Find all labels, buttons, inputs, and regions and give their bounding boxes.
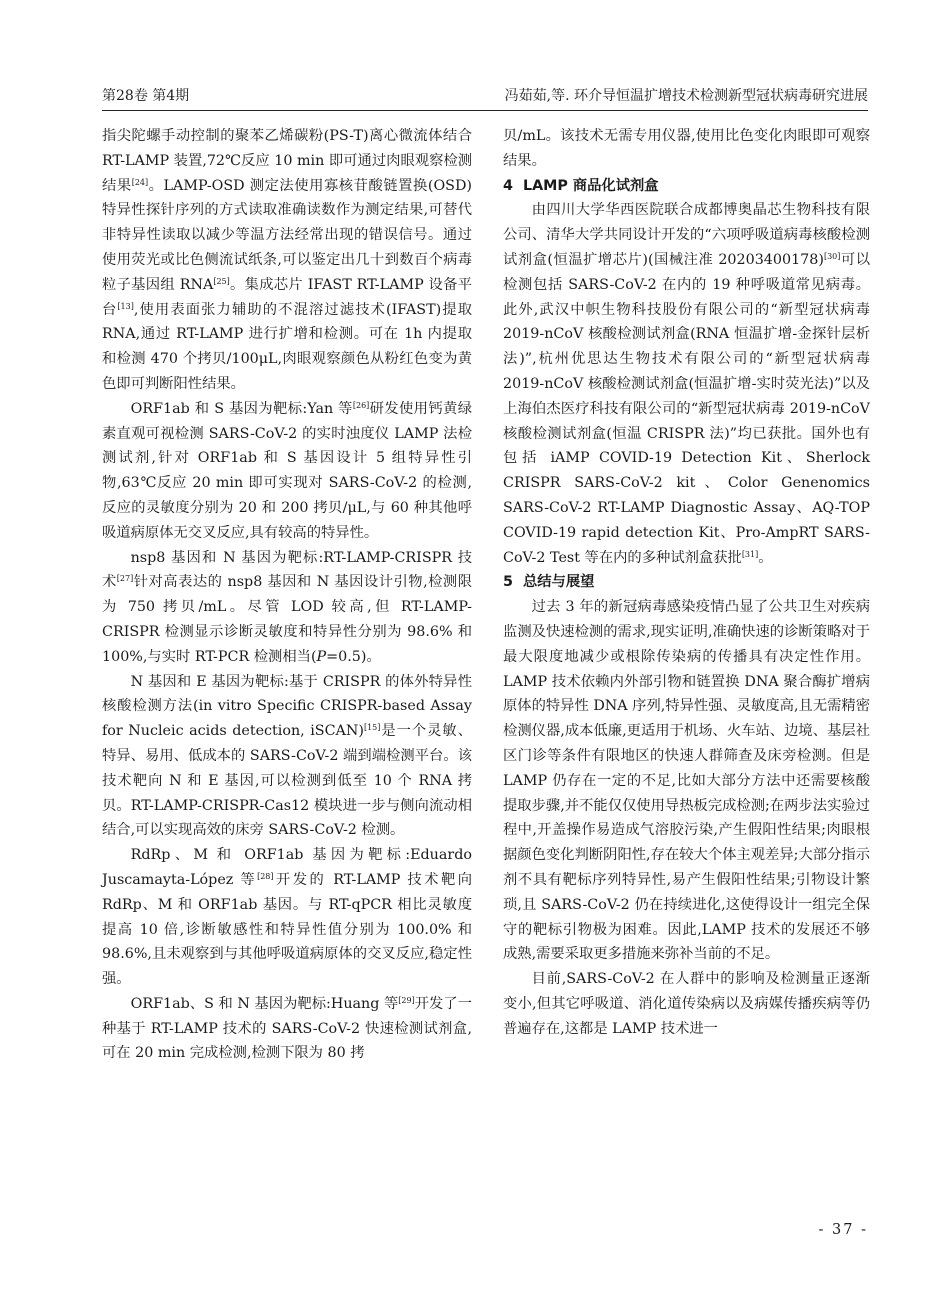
article-running-title: 冯茹茹,等. 环介导恒温扩增技术检测新型冠状病毒研究进展 [504, 88, 868, 104]
right-column [503, 124, 870, 1041]
paragraph-commercial-kits: 由四川大学华西医院联合成都博奥晶芯生物科技有限公司、清华大学共同设计开发的“六项呼吸道病毒核酸检测试剂盒(恒温扩增芯片)(国械注准 20203400178)[30]可以检测包括 SARS-CoV-2 在内的 19 种呼吸道常见病毒。此外,武汉中帜生物科技股份有限公司的“新型冠状病毒 2019-nCoV 核酸检测试剂盒(RNA 恒温扩增-金探针层析法)”,杭州优思达生物技术有限公司的“新型冠状病毒 2019-nCoV 核酸检测试剂盒(恒温扩增-实时荧光法)”以及上海伯杰医疗科技有限公司的“新型冠状病毒 2019-nCoV 核酸检测试剂盒(恒温 CRISPR 法)”均已获批。国外也有包括 iAMP COVID-19 Detection Kit、Sherlock CRISPR SARS-CoV-2 kit、Color Genenomics SARS-CoV-2 RT-LAMP Diagnostic Assay、AQ-TOP COVID-19 rapid detection Kit、Pro-AmpRT SARS-CoV-2 Test 等在内的多种试剂盒获批[31]。 [503, 202, 870, 566]
running-header [102, 84, 868, 108]
section-heading-5: 5 总结与展望 [503, 574, 595, 591]
paragraph-outlook: 目前,SARS-CoV-2 在人群中的影响及检测量正逐渐变小,但其它呼吸道、消化道传染病以及病媒传播疾病等仍普遍存在,这都是 LAMP 技术进一 [503, 971, 870, 1037]
section-heading-4: 4 LAMP 商品化试剂盒 [503, 177, 659, 194]
paragraph-nsp8-n: nsp8 基因和 N 基因为靶标:RT-LAMP-CRISPR 技术[27]针对高表达的 nsp8 基因和 N 基因设计引物,检测限为 750 拷贝/mL。尽管 LOD 较高,但 RT-LAMP-CRISPR 检测显示诊断灵敏度和特异性分别为 98.6% 和 100%,与实时 RT-PCR 检测相当(P=0.5)。 [102, 549, 472, 665]
citation-25[interactable]: [25] [213, 276, 230, 286]
paragraph-orf1ab-s: ORF1ab 和 S 基因为靶标:Yan 等[26]研发使用钙黄绿素直观可视检测 SARS-CoV-2 的实时浊度仪 LAMP 法检测试剂,针对 ORF1ab 和 S 基因设计 5 组特异性引物,63℃反应 20 min 即可实现对 SARS-CoV-2 的检测,反应的灵敏度分别为 20 和 200 拷贝/μL,与 60 种其他呼吸道病原体无交叉反应,具有较高的特异性。 [102, 400, 473, 541]
citation-30[interactable]: [30] [823, 251, 841, 261]
paragraph-continuation: 贝/mL。该技术无需专用仪器,使用比色变化肉眼即可观察结果。 [503, 128, 870, 169]
journal-volume-issue: 第28卷 第4期 [102, 88, 190, 104]
citation-28[interactable]: [28] [257, 871, 274, 881]
citation-27[interactable]: [27] [116, 574, 134, 584]
paragraph-orf1ab-s-n: ORF1ab、S 和 N 基因为靶标:Huang 等[29]开发了一种基于 RT-LAMP 技术的 SARS-CoV-2 快速检测试剂盒,可在 20 min 完成检测,检测下限为 80 拷 [102, 995, 472, 1062]
citation-24[interactable]: [24] [131, 177, 149, 187]
citation-31[interactable]: [31] [741, 549, 759, 559]
left-column [102, 124, 472, 1066]
paragraph-summary: 过去 3 年的新冠病毒感染疫情凸显了公共卫生对疾病监测及快速检测的需求,现实证明,准确快速的诊断策略对于最大限度地减少或根除传染病的传播具有决定性作用。LAMP 技术依赖内外部引物和链置换 DNA 聚合酶扩增病原体的特异性 DNA 序列,特异性强、灵敏度高,且无需精密检测仪器,成本低廉,更适用于机场、火车站、边境、基层社区门诊等条件有限地区的快速人群筛查及床旁检测。但是 LAMP 仍存在一定的不足,比如大部分方法中还需要核酸提取步骤,并不能仅仅使用导热板完成检测;在两步法实验过程中,开盖操作易造成气溶胶污染,产生假阳性结果;肉眼根据颜色变化判断阴阳性,存在较大个体主观差异;大部分指示剂不具有靶标序列特异性,易产生假阳性结果;引物设计繁琐,且 SARS-CoV-2 仍在持续进化,这使得设计一组完全保守的靶标引物极为困难。因此,LAMP 技术的发展还不够成熟,需要采取更多措施来弥补当前的不足。 [503, 599, 871, 963]
citation-13[interactable]: [13] [117, 301, 134, 311]
header-rule [102, 110, 868, 111]
citation-29[interactable]: [29] [398, 995, 415, 1005]
paragraph-n-e: N 基因和 E 基因为靶标:基于 CRISPR 的体外特异性核酸检测方法(in vitro Specific CRISPR-based Assay for Nucleic acids detection, iSCAN)[15]是一个灵敏、特异、易用、低成本的 SARS-CoV-2 端到端检测平台。该技术靶向 N 和 E 基因,可以检测到低至 10 个 RNA 拷贝。RT-LAMP-CRISPR-Cas12 模块进一步与侧向流动相结合,可以实现高效的床旁 SARS-CoV-2 检测。 [102, 673, 472, 839]
page-number: - 37 - [818, 1222, 868, 1238]
citation-15[interactable]: [15] [363, 723, 381, 733]
paragraph-rdrp-m-orf1ab: RdRp、M 和 ORF1ab 基因为靶标:Eduardo Juscamayta-López 等[28]开发的 RT-LAMP 技术靶向 RdRp、M 和 ORF1ab 基因。与 RT-qPCR 相比灵敏度提高 10 倍,诊断敏感性和特异性值分别为 100.0% 和 98.6%,且未观察到与其他呼吸道病原体的交叉反应,稳定性强。 [102, 847, 473, 988]
paragraph-psT-centrifugal: 指尖陀螺手动控制的聚苯乙烯碳粉(PS-T)离心微流体结合 RT-LAMP 装置,72℃反应 10 min 即可通过肉眼观察检测结果[24]。LAMP-OSD 测定法使用寡核苷酸链置换(OSD)特异性探针序列的方式读取准确读数作为测定结果,可替代非特异性读取以减少等温方法经常出现的错误信号。通过使用荧光或比色侧流试纸条,可以鉴定出几十到数百个病毒粒子基因组 RNA[25]。集成芯片 IFAST RT-LAMP 设备平台[13],使用表面张力辅助的不混溶过滤技术(IFAST)提取 RNA,通过 RT-LAMP 进行扩增和检测。可在 1h 内提取和检测 470 个拷贝/100μL,肉眼观察颜色从粉红色变为黄色即可判断阳性结果。 [102, 128, 473, 392]
citation-26[interactable]: [26] [352, 400, 370, 410]
